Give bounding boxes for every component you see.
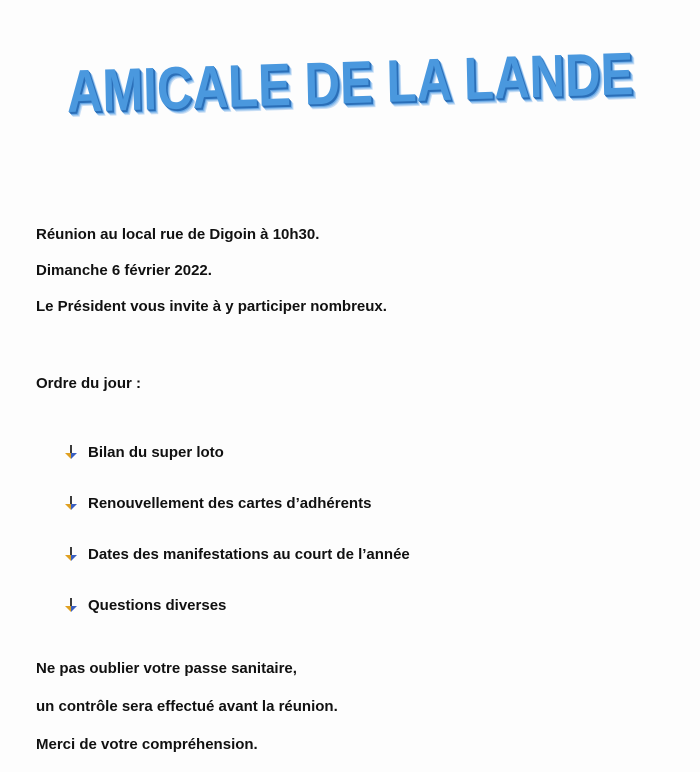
agenda-item: [64, 444, 224, 461]
meeting-location-text: Réunion au local rue de Digoin à 10h30.: [36, 226, 320, 243]
agenda-item-label: Renouvellement des cartes d’adhérents: [88, 495, 372, 512]
invitation-text: Le Président vous invite à y participer nombreux.: [36, 298, 387, 315]
page-title: AMICALE DE LA LANDE: [66, 39, 634, 126]
agenda-item: [64, 597, 226, 614]
agenda-item: [64, 495, 371, 512]
agenda-heading: Ordre du jour :: [36, 375, 141, 392]
agenda-item-label: Bilan du super loto: [88, 444, 224, 461]
agenda-item-label: Dates des manifestations au court de l’année: [88, 546, 410, 563]
arrow-down-icon: [64, 597, 78, 613]
arrow-down-icon: [64, 495, 78, 511]
arrow-down-icon: [64, 546, 78, 562]
arrow-down-icon: [64, 444, 78, 460]
sanitary-pass-reminder: Ne pas oublier votre passe sanitaire,: [36, 660, 297, 677]
thanks-text: Merci de votre compréhension.: [36, 736, 258, 753]
meeting-date-text: Dimanche 6 février 2022.: [36, 262, 212, 279]
control-notice: un contrôle sera effectué avant la réunion.: [36, 698, 338, 715]
agenda-item: [64, 546, 410, 563]
agenda-item-label: Questions diverses: [88, 597, 227, 614]
